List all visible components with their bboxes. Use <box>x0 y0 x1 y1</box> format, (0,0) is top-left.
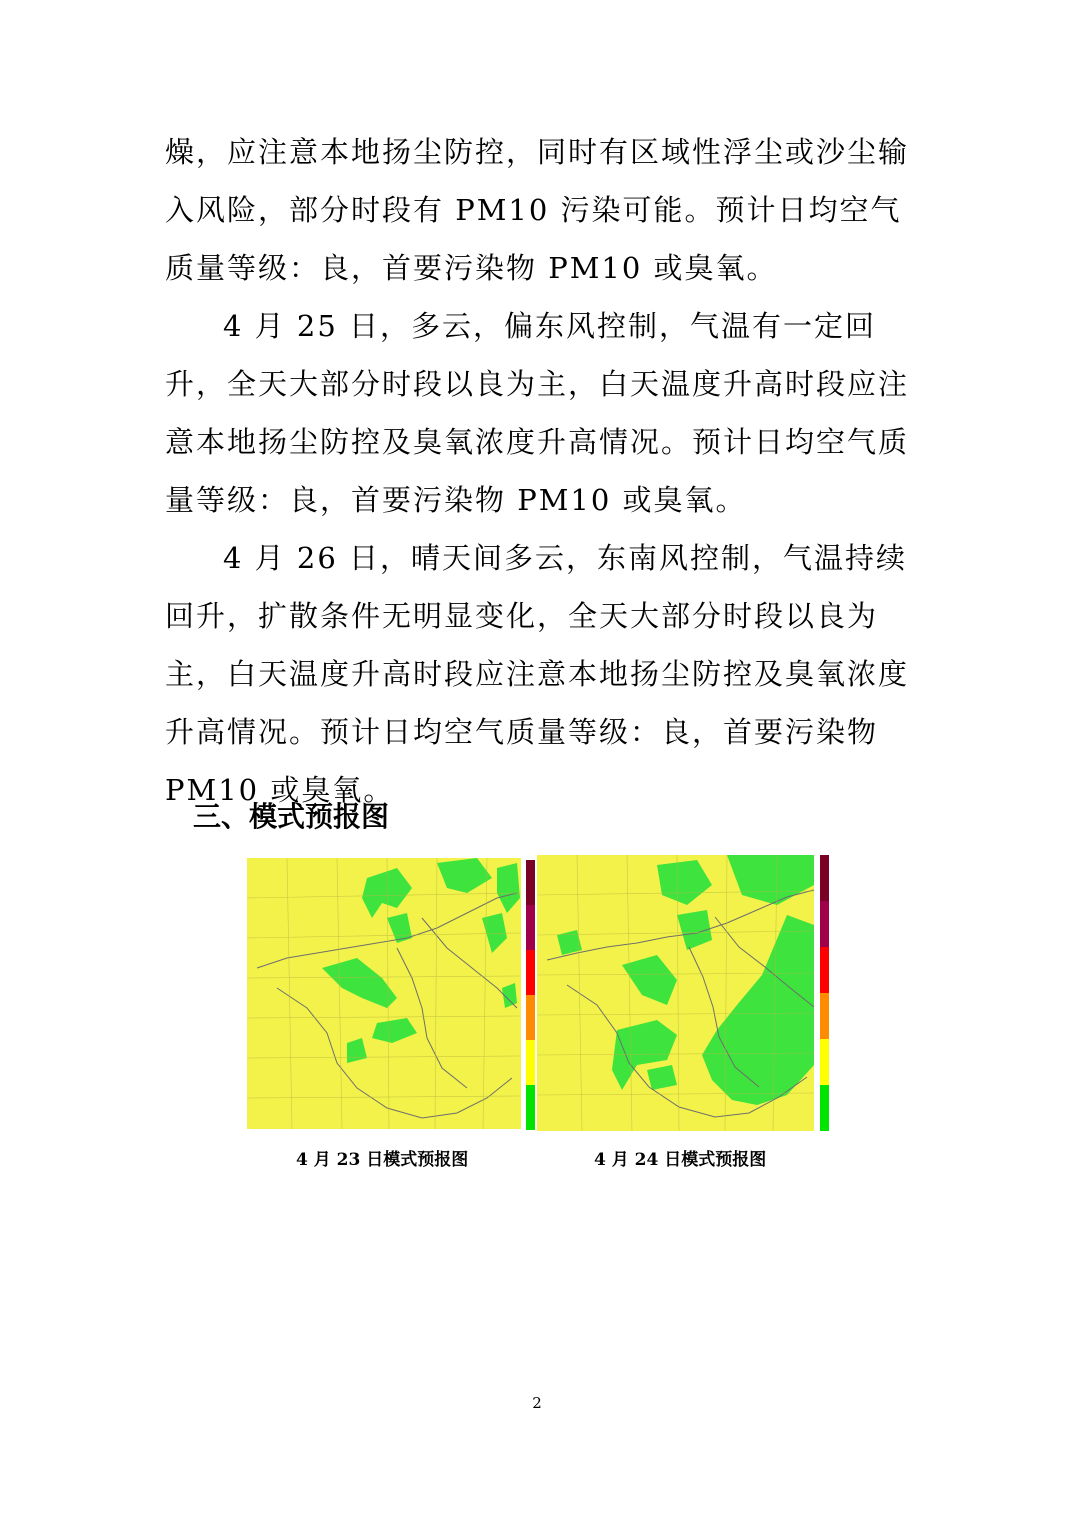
paragraph-2: 4 月 25 日，多云，偏东风控制，气温有一定回升，全天大部分时段以良为主，白天温度升高时段应注意本地扬尘防控及臭氧浓度升高情况。预计日均空气质量等级：良，首要污染物 PM10 或臭氧。 <box>165 309 910 517</box>
figure-caption-1: 4 月 23 日模式预报图 <box>296 1150 469 1170</box>
forecast-map-apr24 <box>537 855 814 1131</box>
figure-caption-2: 4 月 24 日模式预报图 <box>594 1150 767 1170</box>
aqi-scale-bar-1 <box>526 860 535 1130</box>
section-heading: 三、模式预报图 <box>193 800 390 833</box>
page-number: 2 <box>532 1394 542 1412</box>
paragraph-1: 燥，应注意本地扬尘防控，同时有区域性浮尘或沙尘输入风险，部分时段有 PM10 污染可能。预计日均空气质量等级：良，首要污染物 PM10 或臭氧。 <box>165 135 910 285</box>
paragraph-3: 4 月 26 日，晴天间多云，东南风控制，气温持续回升，扩散条件无明显变化，全天大部分时段以良为主，白天温度升高时段应注意本地扬尘防控及臭氧浓度升高情况。预计日均空气质量等级：良，首要污染物 PM10 或臭氧。 <box>165 541 910 807</box>
forecast-map-apr23 <box>247 858 521 1129</box>
aqi-scale-bar-2 <box>820 855 829 1131</box>
